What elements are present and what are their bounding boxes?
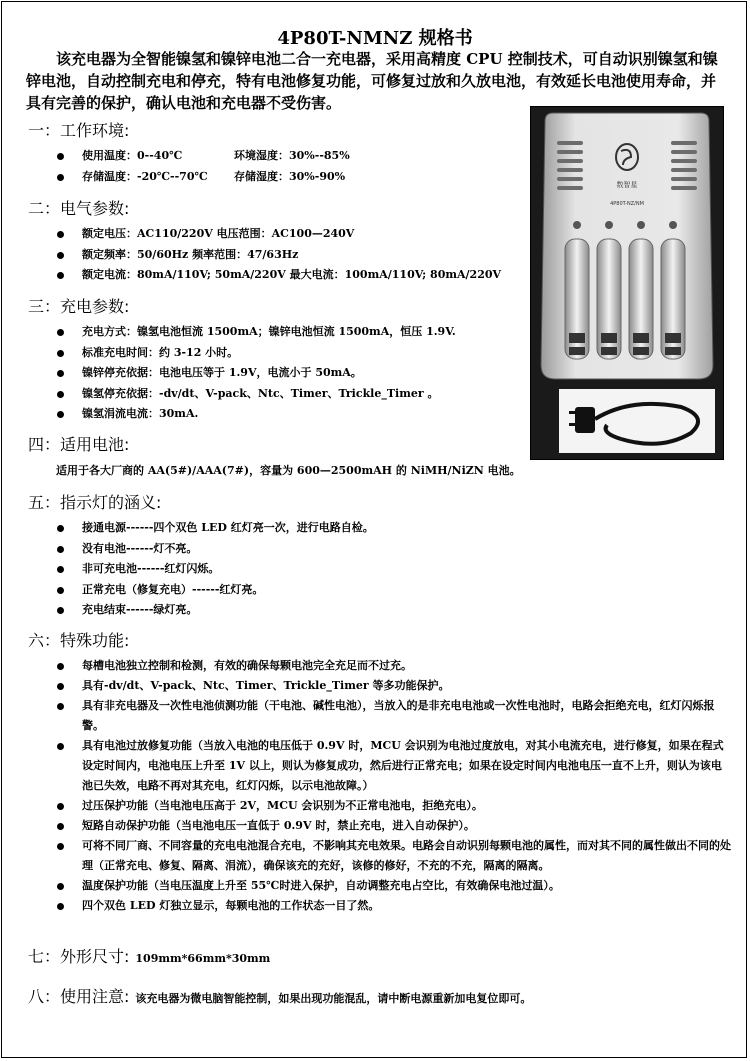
batteries-text: 适用于各大厂商的 AA(5#)/AAA(7#)，容量为 600—2500mAH 的 NiMH/NiZN 电池。 bbox=[56, 464, 521, 477]
env-humidity: 环境湿度：30%--85% bbox=[234, 149, 350, 162]
storage-temperature: 存储温度：-20℃--70℃ bbox=[82, 169, 208, 183]
section-heading-charging: 三：充电参数: bbox=[28, 297, 130, 316]
charger-illustration bbox=[531, 107, 723, 459]
list-item bbox=[54, 167, 350, 188]
use-temperature: 使用温度：0--40℃ bbox=[82, 149, 183, 162]
section-heading-indicators: 五：指示灯的涵义: bbox=[28, 493, 162, 512]
document-title: 4P80T-NMNZ 规格书 bbox=[277, 28, 473, 49]
list-item: 短路自动保护功能（当电池电压一直低于 0.9V 时，禁止充电，进入自动保护）。 bbox=[54, 816, 732, 836]
list-item: 具有非充电器及一次性电池侦测功能（干电池、碱性电池），当放入的是非充电电池或一次性电池时，电路会拒绝充电，红灯闪烁报警。 bbox=[54, 696, 732, 736]
list-item: 充电结束------绿灯亮。 bbox=[54, 600, 374, 621]
environment-list bbox=[54, 146, 350, 187]
list-item: 每槽电池独立控制和检测，有效的确保每颗电池完全充足而不过充。 bbox=[54, 656, 732, 676]
section-heading-environment: 一：工作环境: bbox=[28, 121, 130, 140]
section-heading-electrical: 二：电气参数: bbox=[28, 199, 130, 218]
list-item: 镍氢涓流电流：30mA. bbox=[54, 404, 456, 425]
indicator-list bbox=[54, 518, 374, 621]
charging-list bbox=[54, 322, 456, 425]
list-item: 温度保护功能（当电压温度上升至 55℃时进入保护，自动调整充电占空比，有效确保电池过温）。 bbox=[54, 876, 732, 896]
list-item: 具有-dv/dt、V-pack、Ntc、Timer、Trickle_Timer 等多功能保护。 bbox=[54, 676, 732, 696]
section-dimensions bbox=[28, 944, 270, 967]
list-item: 标准充电时间：约 3-12 小时。 bbox=[54, 343, 456, 364]
list-item: 镍锌停充依据：电池电压等于 1.9V，电流小于 50mA。 bbox=[54, 363, 456, 384]
section-notes bbox=[28, 984, 531, 1007]
intro-paragraph: 该充电器为全智能镍氢和镍锌电池二合一充电器，采用高精度 CPU 控制技术，可自动识别镍氢和镍锌电池，自动控制充电和停充，特有电池修复功能，可修复过放和久放电池，有效延长电池使用寿命，并具有完善的保护，确认电池和充电器不受伤害。 bbox=[26, 50, 718, 112]
list-item: 镍氢停充依据：-dv/dt、V-pack、Ntc、Timer、Trickle_Timer 。 bbox=[54, 384, 456, 405]
list-item: 正常充电（修复充电）------红灯亮。 bbox=[54, 580, 374, 601]
list-item: 过压保护功能（当电池电压高于 2V，MCU 会识别为不正常电池电，拒绝充电）。 bbox=[54, 796, 732, 816]
list-item bbox=[54, 146, 350, 167]
storage-humidity: 存储湿度：30%-90% bbox=[234, 169, 346, 183]
section-heading-notes: 八：使用注意: bbox=[28, 987, 130, 1006]
model-text: 4P80T-NZ/NM bbox=[610, 201, 644, 207]
list-item: 具有电池过放修复功能（当放入电池的电压低于 0.9V 时，MCU 会识别为电池过度放电，对其小电流充电，进行修复，如果在程式设定时间内，电池电压上升至 1V 以上，则认为修复成功，然后进行正常充电；如果在设定时间内电池电压一直不上升，则认为该电池已失效，电路不再对其充电，红灯闪烁，以示电池故障。） bbox=[54, 736, 732, 796]
brand-text: 数智星 bbox=[616, 181, 638, 189]
list-item: 额定频率：50/60Hz 频率范围：47/63Hz bbox=[54, 245, 501, 266]
electrical-list bbox=[54, 224, 501, 286]
dimensions-text: 109mm*66mm*30mm bbox=[135, 952, 271, 965]
list-item: 额定电流：80mA/110V; 50mA/220V 最大电流：100mA/110V; 80mA/220V bbox=[54, 265, 501, 286]
special-function-list bbox=[54, 656, 732, 916]
list-item: 没有电池------灯不亮。 bbox=[54, 539, 374, 560]
list-item: 可将不同厂商、不同容量的充电电池混合充电，不影响其充电效果。电路会自动识别每颗电池的属性，而对其不同的属性做出不同的处理（正常充电、修复、隔离、涓流），确保该充的充好，该修的修好，不充的不充，隔离的隔离。 bbox=[54, 836, 732, 876]
list-item: 四个双色 LED 灯独立显示，每颗电池的工作状态一目了然。 bbox=[54, 896, 732, 916]
section-heading-dimensions: 七：外形尺寸: bbox=[28, 947, 130, 966]
list-item: 充电方式：镍氢电池恒流 1500mA；镍锌电池恒流 1500mA，恒压 1.9V. bbox=[54, 322, 456, 343]
notes-text: 该充电器为微电脑智能控制，如果出现功能混乱，请中断电源重新加电复位即可。 bbox=[135, 992, 532, 1005]
product-photo bbox=[530, 106, 724, 460]
list-item: 接通电源------四个双色 LED 红灯亮一次，进行电路自检。 bbox=[54, 518, 374, 539]
list-item: 额定电压：AC110/220V 电压范围：AC100—240V bbox=[54, 224, 501, 245]
list-item: 非可充电池------红灯闪烁。 bbox=[54, 559, 374, 580]
section-heading-batteries: 四：适用电池: bbox=[28, 435, 130, 454]
section-heading-special: 六：特殊功能: bbox=[28, 631, 130, 650]
